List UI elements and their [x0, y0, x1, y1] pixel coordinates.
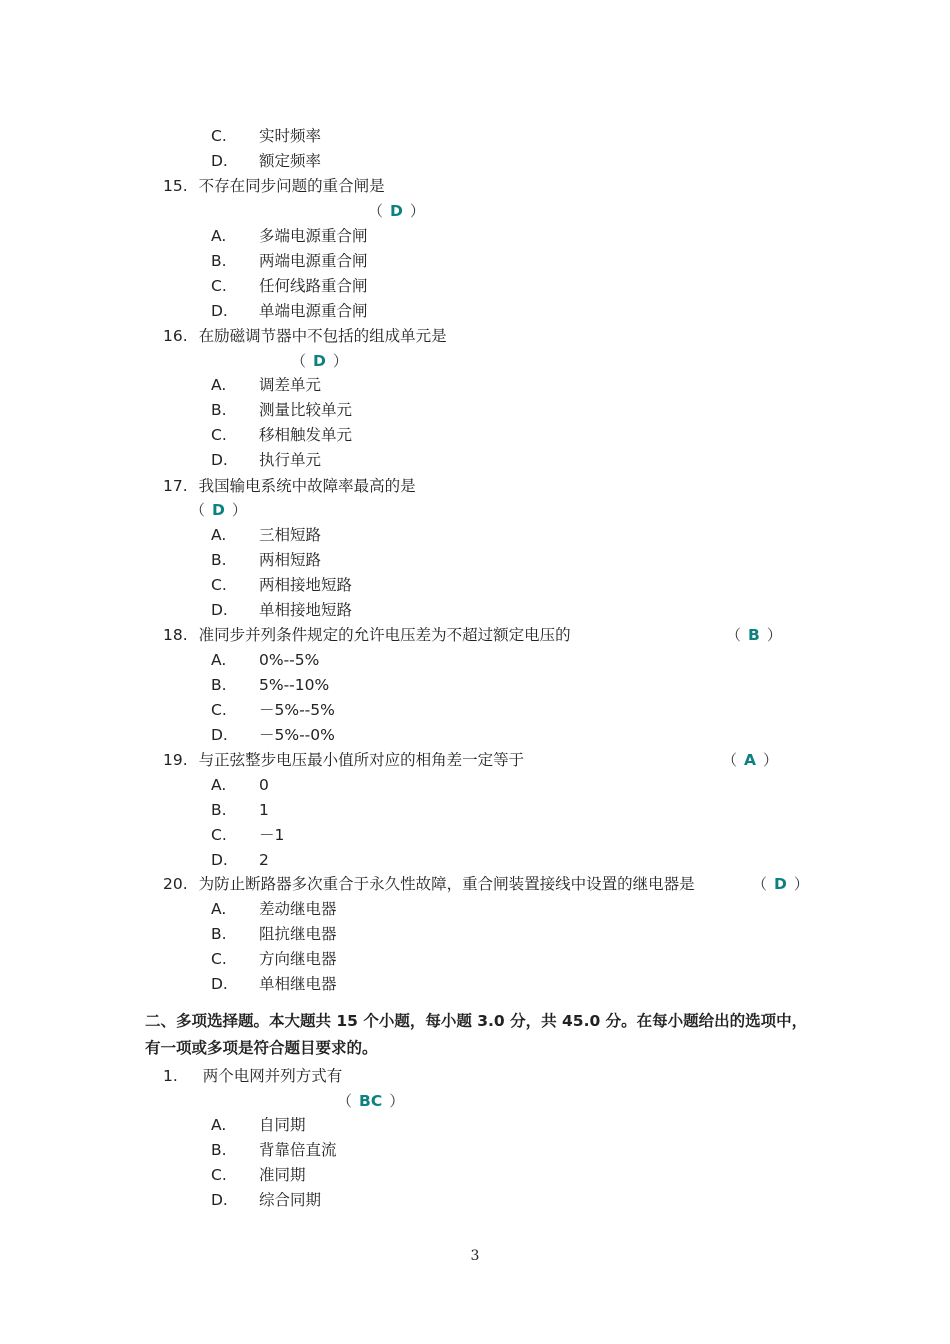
question-15-option-a [211, 226, 368, 246]
option-letter: C. [211, 701, 227, 719]
option-letter: D. [211, 451, 228, 469]
option-text: 自同期 [259, 1116, 306, 1134]
option-letter: B. [211, 1141, 227, 1159]
question-text: 两个电网并列方式有 [202, 1067, 343, 1085]
question-15-option-b [211, 251, 368, 271]
option-letter: D. [211, 601, 228, 619]
answer-value: A [744, 751, 757, 769]
question-number: 1. [163, 1067, 178, 1085]
option-letter: B. [211, 252, 227, 270]
question-number: 16. [163, 327, 188, 345]
question-15-answer [368, 201, 425, 221]
option-text: 5%--10% [259, 676, 330, 694]
option-text: 执行单元 [259, 451, 322, 469]
option-letter: D. [211, 152, 228, 170]
question-17-stem [163, 476, 416, 496]
option-letter: C. [211, 1166, 227, 1184]
answer-paren-open: （ [722, 751, 738, 769]
question-20-option-c [211, 949, 337, 969]
question-17-option-b [211, 550, 322, 570]
question-16-option-a [211, 375, 322, 395]
answer-paren-close: ） [409, 202, 425, 220]
option-text: 实时频率 [259, 127, 322, 145]
option-text: 两相接地短路 [259, 576, 353, 594]
option-letter: A. [211, 651, 227, 669]
option-letter: B. [211, 551, 227, 569]
option-text: 测量比较单元 [259, 401, 353, 419]
question-19-stem [163, 750, 524, 770]
section-heading-line-2: 有一项或多项是符合题目要求的。 [145, 1039, 378, 1057]
question-text: 在励磁调节器中不包括的组成单元是 [198, 327, 447, 345]
option-letter: A. [211, 376, 227, 394]
question-15-stem [163, 176, 385, 196]
option-text: 单相接地短路 [259, 601, 353, 619]
multi-question-1-stem [163, 1066, 342, 1086]
option-text: 单相继电器 [259, 975, 337, 993]
answer-paren-open: （ [726, 626, 742, 644]
option-text: 三相短路 [259, 526, 322, 544]
answer-paren-open: （ [291, 352, 307, 370]
option-letter: D. [211, 851, 228, 869]
answer-paren-open: （ [190, 501, 206, 519]
option-text: 阻抗继电器 [259, 925, 337, 943]
question-20-option-d [211, 974, 337, 994]
option-letter: C. [211, 277, 227, 295]
question-16-option-b [211, 400, 353, 420]
page-number: 3 [470, 1248, 480, 1264]
option-letter: C. [211, 826, 227, 844]
question-18-option-b [211, 675, 330, 695]
answer-paren-close: ） [763, 751, 779, 769]
question-16-answer [291, 351, 348, 371]
option-letter: D. [211, 975, 228, 993]
question-number: 19. [163, 751, 188, 769]
option-text: 0%--5% [259, 651, 320, 669]
answer-paren-close: ） [231, 501, 247, 519]
answer-paren-close: ） [332, 352, 348, 370]
option-letter: D. [211, 1191, 228, 1209]
option-text: 1 [259, 801, 269, 819]
option-text: 单端电源重合闸 [259, 302, 368, 320]
question-17-answer [190, 500, 247, 520]
question-number: 18. [163, 626, 188, 644]
question-17-option-d [211, 600, 353, 620]
question-18-option-d [211, 725, 335, 745]
answer-value: BC [359, 1092, 383, 1110]
question-19-option-d [211, 850, 269, 870]
option-letter: A. [211, 227, 227, 245]
option-text: 调差单元 [259, 376, 322, 394]
question-19-option-c [211, 825, 285, 845]
question-18-option-a [211, 650, 320, 670]
option-letter: C. [211, 950, 227, 968]
question-15-option-c [211, 276, 368, 296]
option-letter: D. [211, 726, 228, 744]
answer-paren-open: （ [337, 1092, 353, 1110]
answer-paren-close: ） [389, 1092, 405, 1110]
option-text: －5%--0% [259, 726, 335, 744]
section-heading [145, 1008, 825, 1062]
option-letter: A. [211, 1116, 227, 1134]
option-letter: C. [211, 576, 227, 594]
multi-question-1-option-b [211, 1140, 337, 1160]
question-17-option-a [211, 525, 322, 545]
option-text: 背靠倍直流 [259, 1141, 337, 1159]
answer-value: D [212, 501, 225, 519]
multi-question-1-answer [337, 1091, 404, 1111]
option-text: 两端电源重合闸 [259, 252, 368, 270]
answer-paren-open: （ [752, 875, 768, 893]
multi-question-1-option-d [211, 1190, 322, 1210]
question-text: 不存在同步问题的重合闸是 [198, 177, 385, 195]
option-letter: A. [211, 776, 227, 794]
multi-question-1-option-a [211, 1115, 306, 1135]
question-18-option-c [211, 700, 335, 720]
option-letter: B. [211, 801, 227, 819]
section-heading-line-1: 二、多项选择题。本大题共 15 个小题，每小题 3.0 分，共 45.0 分。在每小题给出的选项中， [145, 1012, 808, 1030]
q14-option-d [211, 151, 322, 171]
question-19-option-b [211, 800, 269, 820]
answer-value: D [313, 352, 326, 370]
option-text: 多端电源重合闸 [259, 227, 368, 245]
option-text: 方向继电器 [259, 950, 337, 968]
question-16-option-d [211, 450, 322, 470]
option-letter: A. [211, 900, 227, 918]
option-text: 任何线路重合闸 [259, 277, 368, 295]
option-text: 两相短路 [259, 551, 322, 569]
q14-option-c [211, 126, 322, 146]
option-letter: A. [211, 526, 227, 544]
question-16-option-c [211, 425, 353, 445]
question-18-stem [163, 625, 571, 645]
question-16-stem [163, 326, 447, 346]
question-20-option-a [211, 899, 337, 919]
question-text: 我国输电系统中故障率最高的是 [198, 477, 416, 495]
option-letter: D. [211, 302, 228, 320]
question-number: 17. [163, 477, 188, 495]
option-text: 综合同期 [259, 1191, 322, 1209]
option-letter: C. [211, 426, 227, 444]
question-number: 20. [163, 875, 188, 893]
question-text: 准同步并列条件规定的允许电压差为不超过额定电压的 [198, 626, 571, 644]
question-20-option-b [211, 924, 337, 944]
option-text: 2 [259, 851, 269, 869]
answer-value: D [390, 202, 403, 220]
option-text: 0 [259, 776, 269, 794]
option-letter: C. [211, 127, 227, 145]
option-letter: B. [211, 676, 227, 694]
answer-paren-close: ） [793, 875, 809, 893]
question-19-option-a [211, 775, 269, 795]
option-text: 额定频率 [259, 152, 322, 170]
question-15-option-d [211, 301, 368, 321]
option-text: 移相触发单元 [259, 426, 353, 444]
option-text: －1 [259, 826, 285, 844]
question-18-answer [726, 625, 782, 645]
question-text: 为防止断路器多次重合于永久性故障，重合闸装置接线中设置的继电器是 [198, 875, 695, 893]
question-number: 15. [163, 177, 188, 195]
question-text: 与正弦整步电压最小值所对应的相角差一定等于 [198, 751, 525, 769]
question-20-answer [752, 874, 809, 894]
question-20-stem [163, 874, 695, 894]
option-text: －5%--5% [259, 701, 335, 719]
option-text: 准同期 [259, 1166, 306, 1184]
answer-paren-close: ） [766, 626, 782, 644]
answer-value: B [748, 626, 760, 644]
option-letter: B. [211, 401, 227, 419]
question-19-answer [722, 750, 778, 770]
question-17-option-c [211, 575, 353, 595]
option-text: 差动继电器 [259, 900, 337, 918]
multi-question-1-option-c [211, 1165, 306, 1185]
answer-paren-open: （ [368, 202, 384, 220]
answer-value: D [774, 875, 787, 893]
option-letter: B. [211, 925, 227, 943]
